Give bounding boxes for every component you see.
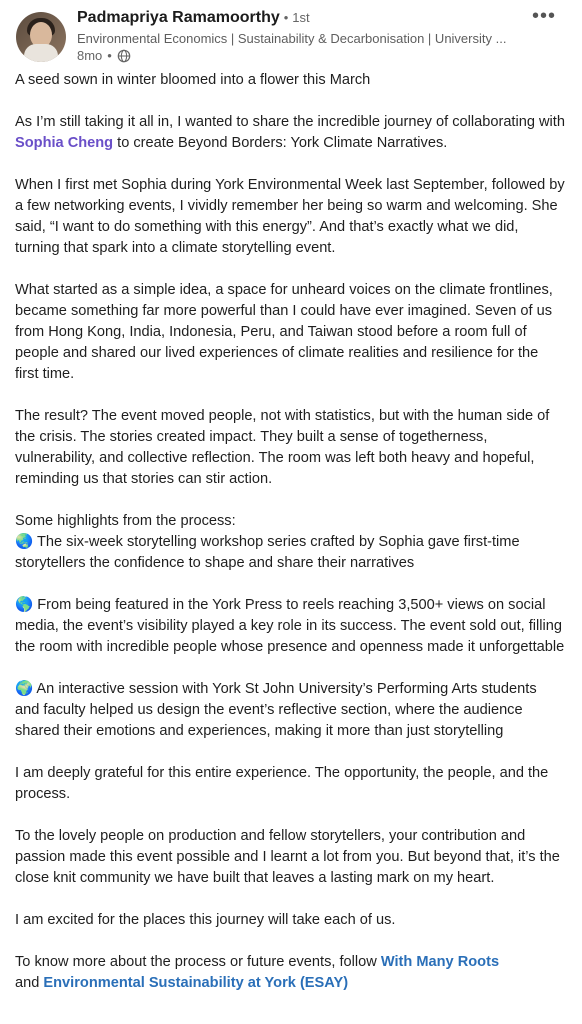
mention-link[interactable]: Sophia Cheng [15, 135, 114, 151]
post-time[interactable]: 8mo [77, 48, 103, 63]
globe-americas-icon: 🌎 [15, 597, 34, 613]
author-name[interactable]: Padmapriya Ramamoorthy [77, 9, 280, 26]
globe-europe-icon: 🌍 [15, 681, 34, 697]
paragraph: A seed sown in winter bloomed into a flower this March [15, 72, 371, 88]
paragraph: To know more about the process or future events, follow With Many Roots and Environmental Sustainability at York (ESAY) [15, 954, 500, 991]
paragraph: As I’m still taking it all in, I wanted to share the incredible journey of collaborating with Sophia Cheng to create Beyond Borders: York Climate Narratives. [15, 114, 565, 151]
time-separator: • [107, 48, 112, 63]
globe-asia-icon: 🌏 [15, 534, 34, 550]
avatar[interactable] [16, 12, 66, 62]
highlights-intro: Some highlights from the process: [15, 513, 236, 529]
post-meta [77, 48, 131, 63]
more-horizontal-icon[interactable]: ••• [531, 5, 556, 27]
highlight-item: 🌍 An interactive session with York St John University’s Performing Arts students and faculty helped us design the event’s reflective section, where the audience shared their emotions and experiences, making it more than just storytelling [15, 681, 537, 739]
paragraph: To the lovely people on production and fellow storytellers, your contribution and passion made this event possible and I learnt a lot from you. But beyond that, it’s the close knit community we have built that leaves a lasting mark on my heart. [15, 828, 560, 886]
author-headline: Environmental Economics | Sustainability & Decarbonisation | University ... [77, 31, 507, 46]
paragraph: I am deeply grateful for this entire experience. The opportunity, the people, and the process. [15, 765, 549, 802]
highlight-item: 🌏 The six-week storytelling workshop series crafted by Sophia gave first-time storytellers the confidence to shape and share their narratives [15, 534, 520, 571]
post-header [0, 0, 582, 66]
paragraph: When I first met Sophia during York Environmental Week last September, followed by a few networking events, I vividly remember her being so warm and welcoming. She said, “I want to do something with this energy”. And that’s exactly what we did, turning that spark into a climate storytelling event. [15, 177, 565, 256]
esay-link[interactable]: Environmental Sustainability at York (ESAY) [43, 975, 349, 991]
name-separator: • [283, 10, 289, 25]
highlight-item: 🌎 From being featured in the York Press to reels reaching 3,500+ views on social media, the event’s visibility played a key role in its success. The event sold out, filling the room with incredible people whose presence and openness made it unforgettable [15, 597, 565, 655]
with-many-roots-link[interactable]: With Many Roots [380, 954, 500, 970]
paragraph: I am excited for the places this journey will take each of us. [15, 912, 396, 928]
post-body [15, 70, 565, 1015]
paragraph: The result? The event moved people, not with statistics, but with the human side of the crisis. The stories created impact. They built a sense of togetherness, vulnerability, and collective reflection. The room was left both heavy and hopeful, reminding us that stories can stir action. [15, 408, 550, 487]
globe-icon [117, 49, 131, 63]
connection-degree: 1st [292, 10, 310, 25]
paragraph: What started as a simple idea, a space for unheard voices on the climate frontlines, became something far more powerful than I could have ever imagined. Seven of us from Hong Kong, India, Indonesia, Peru, and Taiwan stood before a room full of people and shared our lived experiences of climate realities and resilience for the first time. [15, 282, 553, 382]
author-name-row [77, 9, 310, 27]
